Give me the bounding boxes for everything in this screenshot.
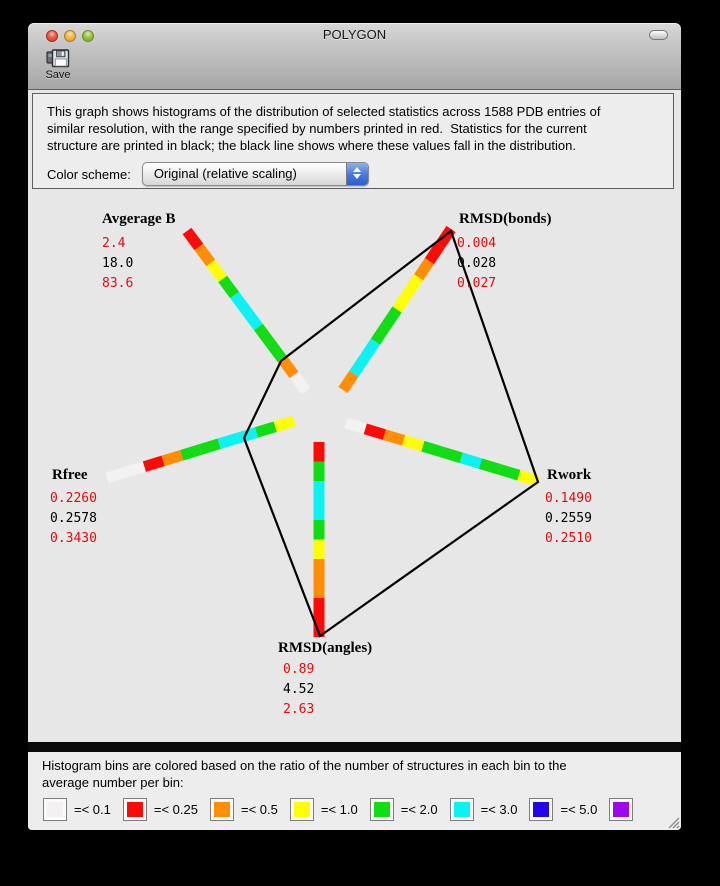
- axis-label: RMSD(bonds): [459, 211, 552, 227]
- histogram-bin: [365, 429, 384, 435]
- histogram-bin: [247, 311, 259, 327]
- histogram-bin: [384, 435, 403, 441]
- axis-label: RMSD(angles): [278, 640, 373, 656]
- histogram-bin: [386, 310, 397, 326]
- legend-label: =< 0.5: [240, 802, 278, 817]
- axis-current-value: 0.2559: [545, 511, 592, 526]
- legend-item: [450, 798, 518, 821]
- axis-current-value: 0.2578: [50, 511, 97, 526]
- legend-panel: [28, 752, 681, 830]
- axis-min-value: 0.004: [457, 236, 497, 251]
- legend-label: =< 0.25: [153, 802, 198, 817]
- description-line: similar resolution, with the range specified by numbers printed in red. Statistics for the current: [47, 121, 587, 136]
- polygon-window: [28, 23, 681, 830]
- window-title: POLYGON: [322, 27, 387, 42]
- color-scheme-dropdown[interactable]: [142, 162, 369, 186]
- histogram-bin: [354, 358, 365, 374]
- legend-swatch-white: [43, 798, 67, 821]
- color-scheme-label: Color scheme:: [47, 166, 131, 182]
- histogram-bin: [144, 461, 163, 467]
- legend-swatch-green: [370, 798, 394, 821]
- histogram-bin: [375, 326, 386, 342]
- legend-item: [529, 798, 597, 821]
- save-button[interactable]: [42, 49, 74, 81]
- axis-label: Avgerage B: [102, 211, 176, 227]
- histogram-bin: [126, 467, 145, 473]
- histogram-bin: [270, 343, 282, 359]
- axis-min-value: 0.1490: [545, 491, 592, 506]
- histogram-bin: [365, 342, 376, 358]
- histogram-bin: [257, 427, 276, 433]
- legend-description-line: average number per bin:: [42, 775, 184, 790]
- resize-grip[interactable]: [666, 815, 680, 829]
- axis-label: Rwork: [547, 467, 592, 483]
- histogram-bin: [275, 421, 294, 427]
- dropdown-stepper-icon: [346, 163, 368, 185]
- legend-swatch-red: [123, 798, 147, 821]
- axis-current-value: 4.52: [283, 682, 315, 697]
- histogram-bin: [201, 444, 220, 450]
- legend-item: [210, 798, 278, 821]
- legend-label: =< 5.0: [560, 802, 598, 817]
- legend-label: =< 1.0: [320, 802, 358, 817]
- legend-description: [42, 757, 567, 791]
- axis-label: Rfree: [52, 467, 88, 483]
- axis-min-value: 2.4: [102, 236, 126, 251]
- legend-label: =< 2.0: [400, 802, 438, 817]
- save-button-label: Save: [45, 69, 71, 81]
- color-scheme-selected-value: Original (relative scaling): [153, 166, 297, 181]
- axis-current-value: 0.028: [457, 256, 497, 271]
- axis-max-value: 0.3430: [50, 531, 97, 546]
- window-chrome: [28, 23, 681, 90]
- description-line: This graph shows histograms of the distribution of selected statistics across 1588 PDB entries of: [47, 104, 601, 119]
- toolbar-toggle-button[interactable]: [649, 30, 668, 40]
- titlebar[interactable]: [28, 23, 681, 45]
- polygon-plot: [28, 192, 681, 742]
- legend-swatch-yellow: [290, 798, 314, 821]
- histogram-bin: [182, 450, 201, 456]
- histogram-bin: [258, 327, 270, 343]
- axis-min-value: 0.89: [283, 662, 315, 677]
- legend-item: [43, 798, 111, 821]
- legend-swatch-orange: [210, 798, 234, 821]
- legend-description-line: Histogram bins are colored based on the ratio of the number of structures in each bin to the: [42, 758, 567, 773]
- plot-footer-divider: [28, 742, 681, 752]
- content-area: [28, 90, 681, 830]
- axis-max-value: 0.2510: [545, 531, 592, 546]
- histogram-bin: [187, 231, 199, 247]
- description-panel: [32, 93, 674, 189]
- description-text: [47, 103, 600, 154]
- histogram-bin: [423, 446, 442, 452]
- histogram-bin: [346, 423, 365, 429]
- histogram-bin: [223, 279, 235, 295]
- legend-swatch-cyan: [450, 798, 474, 821]
- histogram-bin: [235, 295, 247, 311]
- axis-current-value: 18.0: [102, 256, 134, 271]
- histogram-bin: [211, 263, 223, 279]
- histogram-bin: [404, 440, 423, 446]
- histogram-bin: [500, 469, 519, 475]
- histogram-bin: [419, 261, 430, 277]
- axis-min-value: 0.2260: [50, 491, 97, 506]
- histogram-bin: [294, 375, 306, 391]
- description-line: structure are printed in black; the black line shows where these values fall in the distribution.: [47, 138, 576, 153]
- legend-label: =< 0.1: [74, 802, 111, 817]
- legend-row: [43, 798, 645, 821]
- axis-max-value: 0.027: [457, 276, 497, 291]
- legend-swatch-purple: [609, 798, 633, 821]
- histogram-bin: [107, 472, 126, 478]
- histogram-bin: [199, 247, 211, 263]
- histogram-bin: [163, 455, 182, 461]
- axis-max-value: 2.63: [283, 702, 315, 717]
- legend-label: =< 3.0: [480, 802, 518, 817]
- histogram-bin: [282, 359, 294, 375]
- legend-item: [609, 798, 633, 821]
- histogram-bin: [219, 438, 238, 444]
- histogram-bin: [397, 293, 408, 309]
- histogram-bin: [480, 464, 499, 470]
- axis-max-value: 83.6: [102, 276, 134, 291]
- histogram-bin: [461, 458, 480, 464]
- legend-item: [290, 798, 358, 821]
- histogram-bin: [343, 374, 354, 390]
- save-icon: [46, 49, 70, 68]
- histogram-bin: [442, 452, 461, 458]
- legend-swatch-blue: [529, 798, 553, 821]
- histogram-bin: [408, 277, 419, 293]
- legend-item: [123, 798, 198, 821]
- legend-item: [370, 798, 438, 821]
